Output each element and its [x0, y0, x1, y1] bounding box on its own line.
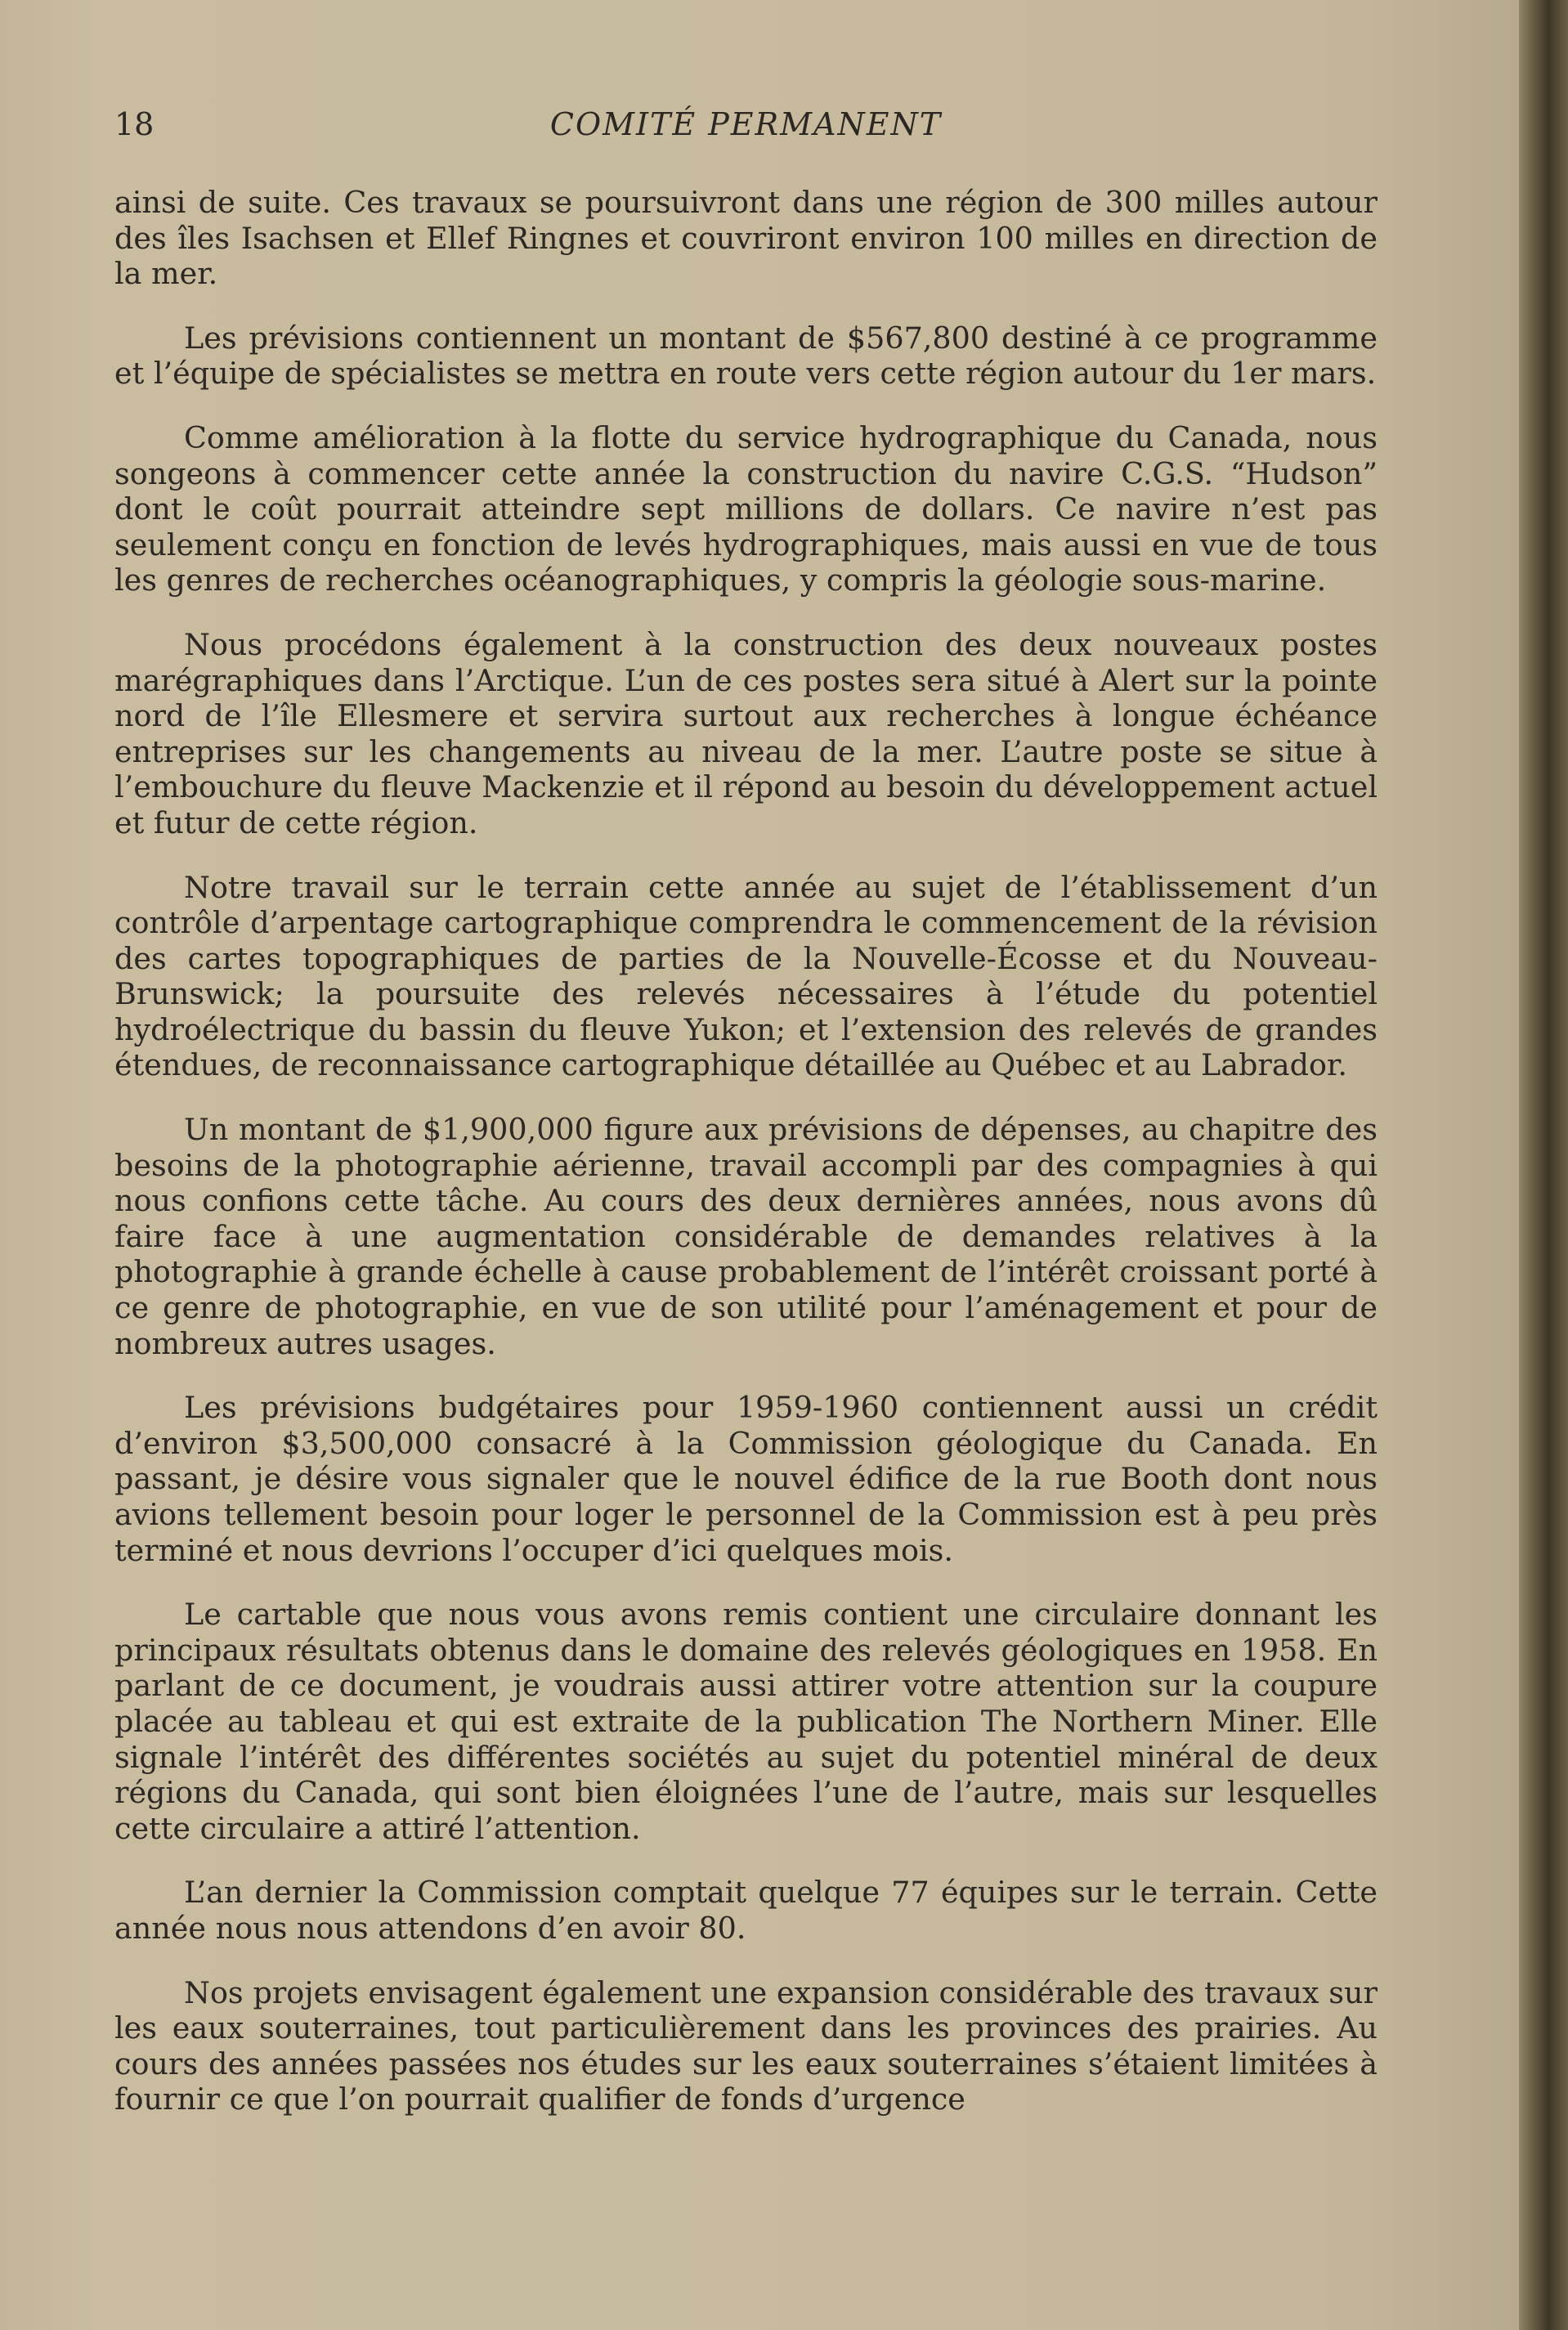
- page-number: 18: [114, 106, 155, 142]
- page-header: [114, 106, 1378, 155]
- paragraph: L’an dernier la Commission comptait quelque 77 équipes sur le terrain. Cette année nous nous attendons d’en avoir 80.: [114, 1875, 1378, 1946]
- paragraph: Nos projets envisagent également une expansion considérable des travaux sur les eaux souterraines, tout particulièrement dans les provinces des prairies. Au cours des années passées nos études sur les eaux souterraines s’étaient limitées à fournir ce que l’on pourrait qualifier de fonds d’urgence: [114, 1974, 1378, 2117]
- paragraph: Comme amélioration à la flotte du service hydrographique du Canada, nous songeons à commencer cette année la construction du navire C.G.S. “Hudson” dont le coût pourrait atteindre sept millions de dollars. Ce navire n’est pas seulement conçu en fonction de levés hydrographiques, mais aussi en vue de tous les genres de recherches océanographiques, y compris la géologie sous-marine.: [114, 419, 1378, 598]
- paragraph: Le cartable que nous vous avons remis contient une circulaire donnant les principaux résultats obtenus dans le domaine des relevés géologiques en 1958. En parlant de ce document, je voudrais aussi attirer votre attention sur la coupure placée au tableau et qui est extraite de la publication The Northern Miner. Elle signale l’intérêt des différentes sociétés au sujet du potentiel minéral de deux régions du Canada, qui sont bien éloignées l’une de l’autre, mais sur lesquelles cette circulaire a attiré l’attention.: [114, 1597, 1378, 1846]
- body-text: [114, 185, 1378, 2146]
- book-spine-edge: [1519, 0, 1568, 2330]
- paragraph: Notre travail sur le terrain cette année au sujet de l’établissement d’un contrôle d’arpentage cartographique comprendra le commencement de la révision des cartes topographiques de parties de la Nouvelle-Écosse et du Nouveau-Brunswick; la poursuite des relevés nécessaires à l’étude du potentiel hydroélectrique du bassin du fleuve Yukon; et l’extension des relevés de grandes étendues, de reconnaissance cartographique détaillée au Québec et au Labrador.: [114, 869, 1378, 1083]
- paragraph: Les prévisions budgétaires pour 1959-1960 contiennent aussi un crédit d’environ $3,500,000 consacré à la Commission géologique du Canada. En passant, je désire vous signaler que le nouvel édifice de la rue Booth dont nous avions tellement besoin pour loger le personnel de la Commission est à peu près terminé et nous devrions l’occuper d’ici quelques mois.: [114, 1390, 1378, 1568]
- paragraph: Les prévisions contiennent un montant de $567,800 destiné à ce programme et l’équipe de spécialistes se mettra en route vers cette région autour du 1er mars.: [114, 320, 1378, 392]
- paragraph: Un montant de $1,900,000 figure aux prévisions de dépenses, au chapitre des besoins de la photographie aérienne, travail accompli par des compagnies à qui nous confions cette tâche. Au cours des deux dernières années, nous avons dû faire face à une augmentation considérable de demandes relatives à la photographie à grande échelle à cause probablement de l’intérêt croissant porté à ce genre de photographie, en vue de son utilité pour l’aménagement et pour de nombreux autres usages.: [114, 1112, 1378, 1361]
- paragraph: ainsi de suite. Ces travaux se poursuivront dans une région de 300 milles autour des îles Isachsen et Ellef Ringnes et couvriront environ 100 milles en direction de la mer.: [114, 185, 1378, 292]
- paragraph: Nous procédons également à la construction des deux nouveaux postes marégraphiques dans l’Arctique. L’un de ces postes sera situé à Alert sur la pointe nord de l’île Ellesmere et servira surtout aux recherches à longue échéance entreprises sur les changements au niveau de la mer. L’autre poste se situe à l’embouchure du fleuve Mackenzie et il répond au besoin du développement actuel et futur de cette région.: [114, 626, 1378, 840]
- running-title: COMITÉ PERMANENT: [549, 106, 943, 142]
